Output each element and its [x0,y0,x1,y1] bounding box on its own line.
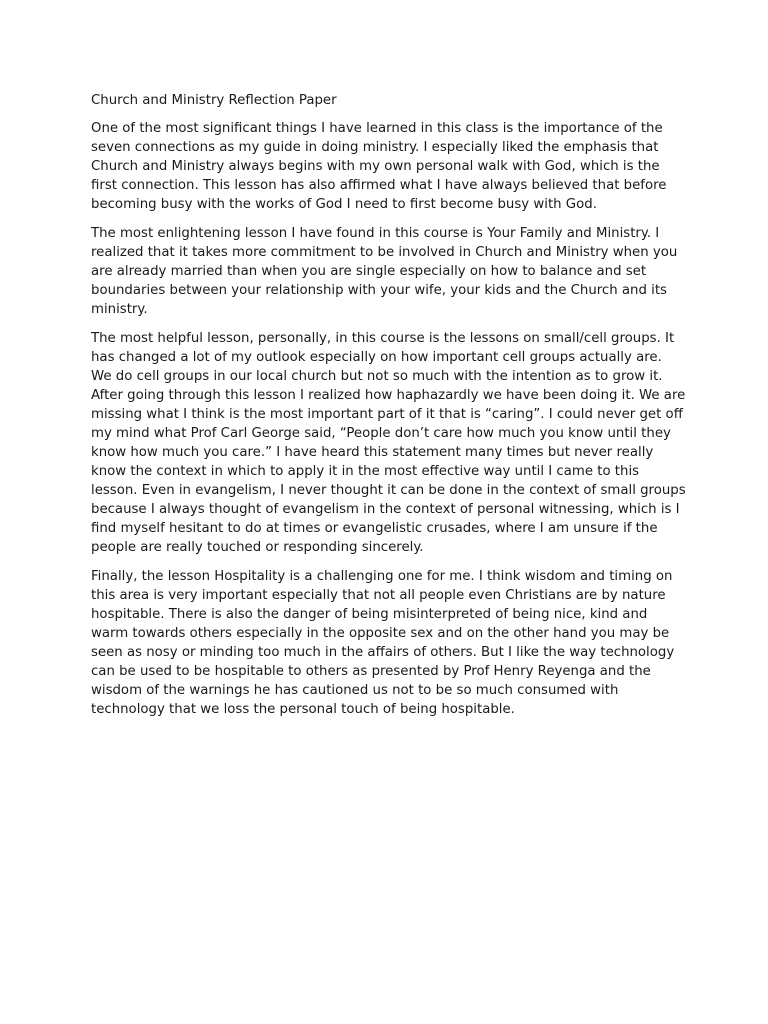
paragraph-cell-groups: The most helpful lesson, personally, in this course is the lessons on small/cell groups. It has changed a lot of my outlook especially on how important cell groups actually are. We do cell groups in our local church but not so much with the intention as to grow it. After going through this lesson I realized how haphazardly we have been doing it. We are missing what I think is the most important part of it that is “caring”. I could never get off my mind what Prof Carl George said, “People don’t care how much you know until they know how much you care.” I have heard this statement many times but never really know the context in which to apply it in the most effective way until I came to this lesson. Even in evangelism, I never thought it can be done in the context of small groups because I always thought of evangelism in the context of personal witnessing, which is I find myself hesitant to do at times or evangelistic crusades, where I am unsure if the people are really touched or responding sincerely. [91,331,690,555]
paragraph-hospitality: Finally, the lesson Hospitality is a challenging one for me. I think wisdom and timing on this area is very important especially that not all people even Christians are by nature hospitable. There is also the danger of being misinterpreted of being nice, kind and warm towards others especially in the opposite sex and on the other hand you may be seen as nosy or minding too much in the affairs of others. But I like the way technology can be used to be hospitable to others as presented by Prof Henry Reyenga and the wisdom of the warnings he has cautioned us not to be so much consumed with technology that we loss the personal touch of being hospitable. [91,569,679,717]
paragraph-seven-connections: One of the most significant things I have learned in this class is the importance of the seven connections as my guide in doing ministry. I especially liked the emphasis that Church and Ministry always begins with my own personal walk with God, which is the first connection. This lesson has also affirmed what I have always believed that before becoming busy with the works of God I need to first become busy with God. [91,121,671,212]
document-title: Church and Ministry Reflection Paper [91,93,337,108]
paragraph-family-and-ministry: The most enlightening lesson I have found in this course is Your Family and Ministry. I realized that it takes more commitment to be involved in Church and Ministry when you are already married than when you are single especially on how to balance and set boundaries between your relationship with your wife, your kids and the Church and its ministry. [91,226,682,317]
